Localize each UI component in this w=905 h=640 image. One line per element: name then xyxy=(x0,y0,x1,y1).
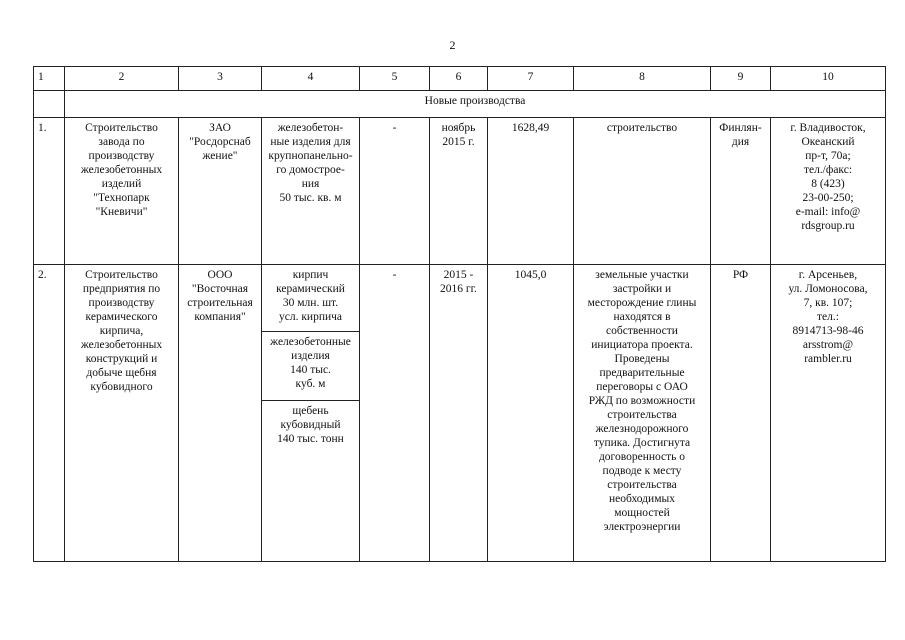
column-number-header-row xyxy=(34,67,886,91)
country: РФ xyxy=(711,265,771,562)
product-capacity: железобетон- ные изделия для крупнопанельно- го домострое- ния 50 тыс. кв. м xyxy=(262,118,360,265)
column-header: 2 xyxy=(65,67,179,91)
product-capacity: железобетонные изделия 140 тыс. куб. м xyxy=(262,332,359,401)
investment-amount: 1045,0 xyxy=(488,265,574,562)
column-header: 7 xyxy=(488,67,574,91)
product-capacity-group xyxy=(262,265,360,562)
page-number: 2 xyxy=(449,38,456,52)
product-capacity: кирпич керамический 30 млн. шт. усл. кирпича xyxy=(262,265,359,332)
project-name: Строительство завода по производству железобетонных изделий "Технопарк "Кневичи" xyxy=(65,118,179,265)
table-row xyxy=(34,118,886,265)
contacts: г. Владивосток, Океанский пр-т, 70а; тел./факс: 8 (423) 23-00-250; e-mail: info@ rdsgroup.ru xyxy=(771,118,886,265)
column-header: 6 xyxy=(430,67,488,91)
column-header: 9 xyxy=(711,67,771,91)
project-period: 2015 - 2016 гг. xyxy=(430,265,488,562)
section-title: Новые производства xyxy=(65,91,886,118)
company-name: ООО "Восточная строительная компания" xyxy=(179,265,262,562)
projects-table xyxy=(33,66,886,562)
column-header: 3 xyxy=(179,67,262,91)
section-row xyxy=(34,91,886,118)
row-number: 1. xyxy=(34,118,65,265)
column-header: 10 xyxy=(771,67,886,91)
table-row xyxy=(34,265,886,562)
col5-value: - xyxy=(360,118,430,265)
company-name: ЗАО "Росдорснаб жение" xyxy=(179,118,262,265)
product-capacity: щебень кубовидный 140 тыс. тонн xyxy=(277,405,344,445)
country: Финлян- дия xyxy=(711,118,771,265)
col5-value: - xyxy=(360,265,430,562)
contacts: г. Арсеньев, ул. Ломоносова, 7, кв. 107; тел.: 8914713-98-46 arsstrom@ rambler.ru xyxy=(771,265,886,562)
row-number: 2. xyxy=(34,265,65,562)
project-period: ноябрь 2015 г. xyxy=(430,118,488,265)
column-header: 4 xyxy=(262,67,360,91)
column-header: 8 xyxy=(574,67,711,91)
column-header: 5 xyxy=(360,67,430,91)
investment-amount: 1628,49 xyxy=(488,118,574,265)
section-blank-cell xyxy=(34,91,65,118)
project-name: Строительство предприятия по производству керамического кирпича, железобетонных конструкций и добыче щебня кубовидного xyxy=(65,265,179,562)
project-note: строительство xyxy=(574,118,711,265)
column-header: 1 xyxy=(34,67,65,91)
project-note: земельные участки застройки и месторождение глины находятся в собственности инициатора проекта. Проведены предварительные переговоры с ОАО РЖД по возможности строительства железнодорожного тупика. Достигнута договоренность о подводе к месту строительства необходимых мощностей электроэнергии xyxy=(574,265,711,562)
